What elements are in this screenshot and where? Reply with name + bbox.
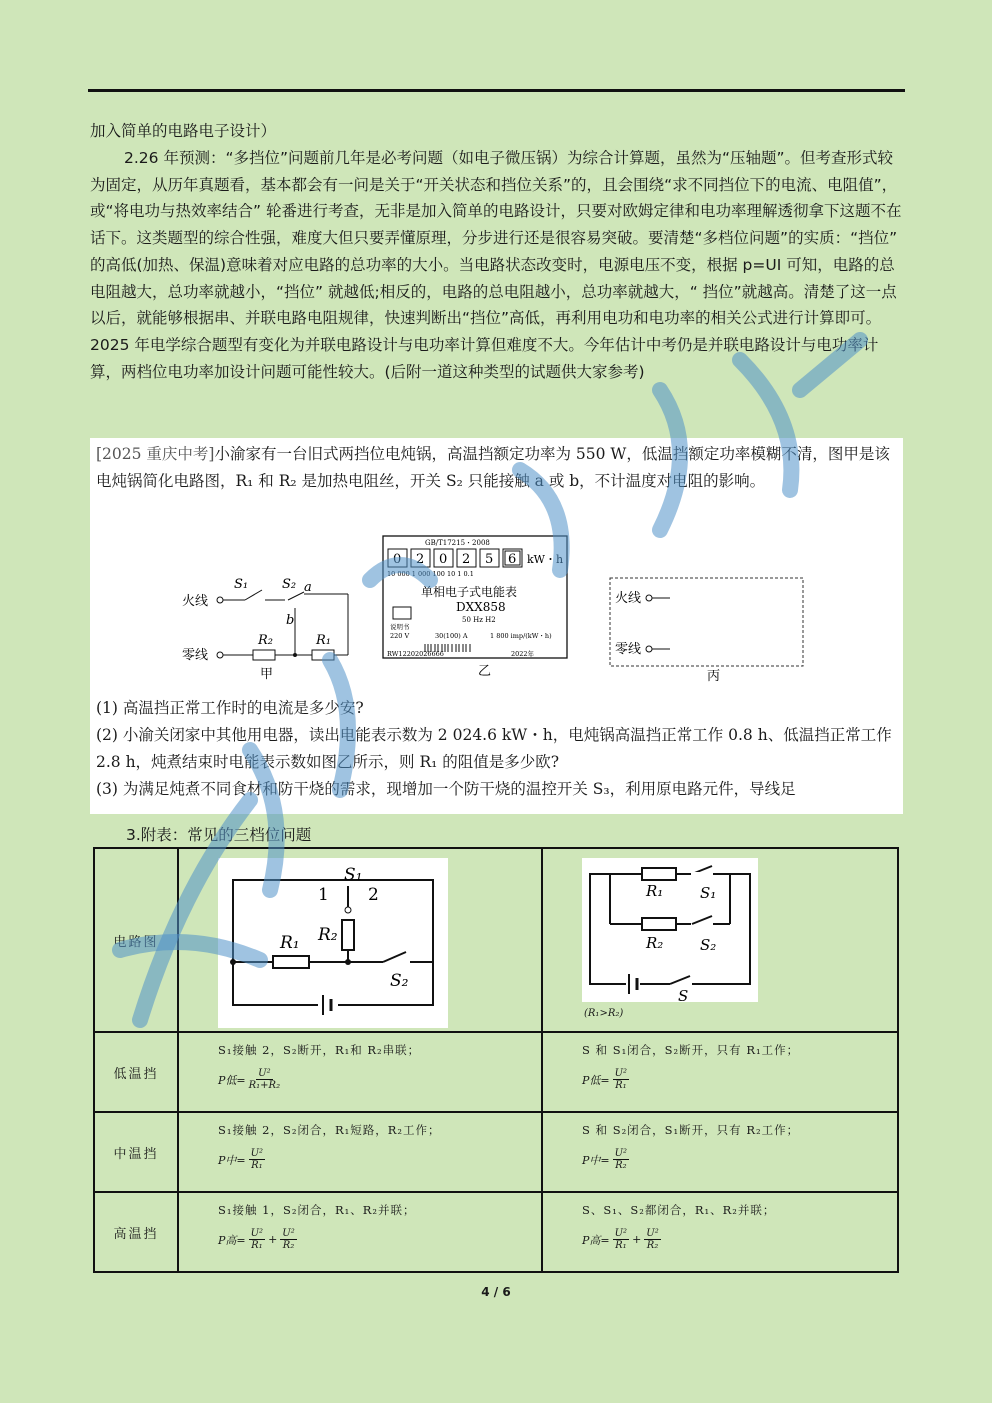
jia-b-label: b xyxy=(286,613,295,628)
left-r2-label: R₂ xyxy=(318,925,338,945)
numerator: U² xyxy=(250,1228,264,1239)
numerator: U² xyxy=(646,1228,659,1239)
right-mid-formula xyxy=(544,1138,896,1171)
problem-stem-text: 小渝家有一台旧式两挡位电炖锅，高温挡额定功率为 550 W，低温挡额定功率模糊不清，图甲是该电炖锅简化电路图，R₁ 和 R₂ 是加热电阻丝，开关 S₂ 只能接触 a 或 b，不计温度对电阻的影响。 xyxy=(96,445,890,490)
fraction xyxy=(280,1228,296,1251)
meter-unit: kW・h xyxy=(527,553,564,566)
left-mid-cell xyxy=(178,1112,542,1192)
right-circuit-diagram xyxy=(582,858,758,1002)
meter-manual: 说明书 xyxy=(390,623,410,631)
meter-digit-6: 6 xyxy=(508,552,517,567)
row-label-high: 高温挡 xyxy=(94,1192,178,1272)
formula-p-low: P低= xyxy=(218,1073,246,1087)
meter-title: 单相电子式电能表 xyxy=(421,585,518,599)
page-number: 4 / 6 xyxy=(481,1285,511,1299)
left-diagram-cell xyxy=(178,848,542,1032)
formula-p-high: P高= xyxy=(218,1233,246,1247)
section-3-heading: 3.附表：常见的三档位问题 xyxy=(126,826,312,844)
meter-digit-1: 0 xyxy=(393,552,402,567)
fraction xyxy=(644,1228,660,1251)
left-two-label: 2 xyxy=(368,885,379,905)
left-high-formula xyxy=(180,1218,540,1251)
meter-digit-3: 0 xyxy=(439,552,448,567)
denominator: R₂ xyxy=(615,1160,627,1171)
formula-p-mid: P中= xyxy=(218,1153,246,1167)
left-high-cell xyxy=(178,1192,542,1272)
jia-r2-label: R₂ xyxy=(258,633,273,648)
meter-year: 2022年 xyxy=(511,650,535,658)
left-high-condition: S₁接触 1，S₂闭合，R₁、R₂并联； xyxy=(218,1203,416,1217)
denominator: R₁+R₂ xyxy=(248,1080,281,1091)
right-high-formula xyxy=(544,1218,896,1251)
plus-sign: + xyxy=(268,1233,278,1246)
jia-a-label: a xyxy=(304,580,312,595)
meter-digits xyxy=(388,549,522,567)
fraction xyxy=(249,1148,265,1171)
three-level-table xyxy=(93,847,899,1273)
right-low-formula xyxy=(544,1058,896,1091)
left-one-label: 1 xyxy=(318,885,329,905)
right-diagram-cell xyxy=(542,848,898,1032)
left-low-cell xyxy=(178,1032,542,1112)
problem-figures xyxy=(90,528,903,688)
meter-digit-4: 2 xyxy=(462,552,471,567)
left-low-condition: S₁接触 2，S₂断开，R₁和 R₂串联； xyxy=(218,1043,421,1057)
row-label-diagram: 电路图 xyxy=(94,848,178,1032)
numerator: U² xyxy=(614,1068,628,1079)
figure-bing xyxy=(610,578,803,684)
right-mid-cell xyxy=(542,1112,898,1192)
jia-caption: 甲 xyxy=(260,667,274,682)
table-row xyxy=(94,848,898,1032)
left-s1-label: S₁ xyxy=(344,865,363,885)
left-low-formula xyxy=(180,1058,540,1091)
meter-scale: 10 000 1 000 100 10 1 0.1 xyxy=(387,570,474,578)
denominator: R₁ xyxy=(251,1160,263,1171)
table-row xyxy=(94,1192,898,1272)
right-r2-label: R₂ xyxy=(646,934,664,952)
bing-neutral-label: 零线 xyxy=(615,642,642,657)
left-s2-label: S₂ xyxy=(390,971,409,991)
right-mid-condition: S 和 S₂闭合，S₁断开，只有 R₂工作； xyxy=(582,1123,800,1137)
table-row xyxy=(94,1032,898,1112)
problem-stem xyxy=(96,441,896,495)
row-label-low: 低温挡 xyxy=(94,1032,178,1112)
denominator: R₂ xyxy=(646,1240,659,1251)
right-r1-label: R₁ xyxy=(646,882,664,900)
meter-digit-5: 5 xyxy=(485,552,494,567)
intro-line: 加入简单的电路电子设计） xyxy=(90,122,277,140)
meter-voltage: 220 V xyxy=(390,632,410,640)
formula-p-high: P高= xyxy=(582,1233,610,1247)
yi-caption: 乙 xyxy=(478,664,492,679)
figure-jia xyxy=(182,577,348,682)
fraction xyxy=(249,1228,265,1251)
meter-impulse: 1 800 imp/(kW・h) xyxy=(490,632,552,640)
prediction-paragraph: 2.26 年预测：“多挡位”问题前几年是必考问题（如电子微压锅）为综合计算题，虽然为“压轴题”。但考查形式较为固定，从历年真题看，基本都会有一问是关于“开关状态和挡位关系”的，且会围绕“求不同挡位下的电流、电阻值”，或“将电功与热效率结合” 轮番进行考查，无非是加入简单的电路设计，只要对欧姆定律和电功率理解透彻拿下这题不在话下。这类题型的综合性强，难度大但只要弄懂原理，分步进行还是很容易突破。要清楚“多档位问题”的实质：“挡位” 的高低(加热、保温)意味着对应电路的总功率的大小。当电路状态改变时，电源电压不变，根据 p=UI 可知，电路的总电阻越大，总功率就越小，“挡位” 就越低;相反的，电路的总电阻越小，总功率就越大，“ 挡位”就越高。清楚了这一点以后，就能够根据串、并联电路电阻规律，快速判断出“挡位”高低，再利用电功和电功率的相关公式进行计算即可。2025 年电学综合题型有变化为并联电路设计与电功率计算但难度不大。今年估计中考仍是并联电路设计与电功率计算，两档位电功率加设计问题可能性较大。(后附一道这种类型的试题供大家参考) xyxy=(90,149,902,381)
meter-current: 30(100) A xyxy=(435,632,468,640)
right-s-label: S xyxy=(678,987,689,1002)
bing-live-label: 火线 xyxy=(615,591,642,606)
exam-problem xyxy=(90,438,903,814)
meter-standard: GB/T17215・2008 xyxy=(425,539,490,547)
bing-caption: 丙 xyxy=(707,669,721,684)
formula-p-low: P低= xyxy=(582,1073,610,1087)
denominator: R₁ xyxy=(251,1240,263,1251)
left-r1-label: R₁ xyxy=(280,933,300,953)
question-1: (1) 高温挡正常工作时的电流是多少安? xyxy=(96,699,364,717)
right-high-cell xyxy=(542,1192,898,1272)
jia-r1-label: R₁ xyxy=(316,633,331,648)
left-mid-formula xyxy=(180,1138,540,1171)
numerator: U² xyxy=(614,1148,628,1159)
row-label-mid: 中温挡 xyxy=(94,1112,178,1192)
jia-s1-label: S₁ xyxy=(234,577,249,592)
fraction xyxy=(249,1068,280,1091)
plus-sign: + xyxy=(632,1233,642,1246)
right-s1-label: S₁ xyxy=(700,884,717,902)
denominator: R₁ xyxy=(615,1240,627,1251)
denominator: R₂ xyxy=(282,1240,295,1251)
meter-serial: RW12202026666 xyxy=(387,650,444,658)
numerator: U² xyxy=(258,1068,271,1079)
left-circuit-diagram xyxy=(218,858,448,1028)
fraction xyxy=(613,1148,629,1171)
right-high-condition: S、S₁、S₂都闭合，R₁、R₂并联； xyxy=(582,1203,776,1217)
jia-live-label: 火线 xyxy=(182,594,209,609)
header-rule xyxy=(88,89,905,92)
right-low-cell xyxy=(542,1032,898,1112)
question-2: (2) 小渝关闭家中其他用电器，读出电能表示数为 2 024.6 kW・h，电炖锅高温挡正常工作 0.8 h、低温挡正常工作 2.8 h，炖煮结束时电能表示数如图乙所示，则 R₁ 的阻值是多少欧? xyxy=(96,726,892,771)
fraction xyxy=(613,1068,629,1091)
table-row xyxy=(94,1112,898,1192)
formula-p-mid: P中= xyxy=(582,1153,610,1167)
right-s2-label: S₂ xyxy=(700,936,717,954)
jia-s2-label: S₂ xyxy=(282,577,297,592)
problem-tag: [2025 重庆中考] xyxy=(96,445,215,463)
meter-model: DXX858 xyxy=(456,600,506,614)
fraction xyxy=(613,1228,629,1251)
meter-digit-2: 2 xyxy=(416,552,425,567)
numerator: U² xyxy=(614,1228,628,1239)
question-3: (3) 为满足炖煮不同食材和防干烧的需求，现增加一个防干烧的温控开关 S₃，利用原电路元件，导线足 xyxy=(96,780,796,798)
figure-yi xyxy=(383,536,567,679)
numerator: U² xyxy=(250,1148,264,1159)
resistance-note: (R₁>R₂) xyxy=(584,1008,624,1019)
numerator: U² xyxy=(282,1228,295,1239)
right-low-condition: S 和 S₁闭合，S₂断开，只有 R₁工作； xyxy=(582,1043,800,1057)
left-mid-condition: S₁接触 2，S₂闭合，R₁短路，R₂工作； xyxy=(218,1123,441,1137)
denominator: R₁ xyxy=(615,1080,627,1091)
meter-frequency: 50 Hz H2 xyxy=(462,616,496,624)
jia-neutral-label: 零线 xyxy=(182,648,209,663)
